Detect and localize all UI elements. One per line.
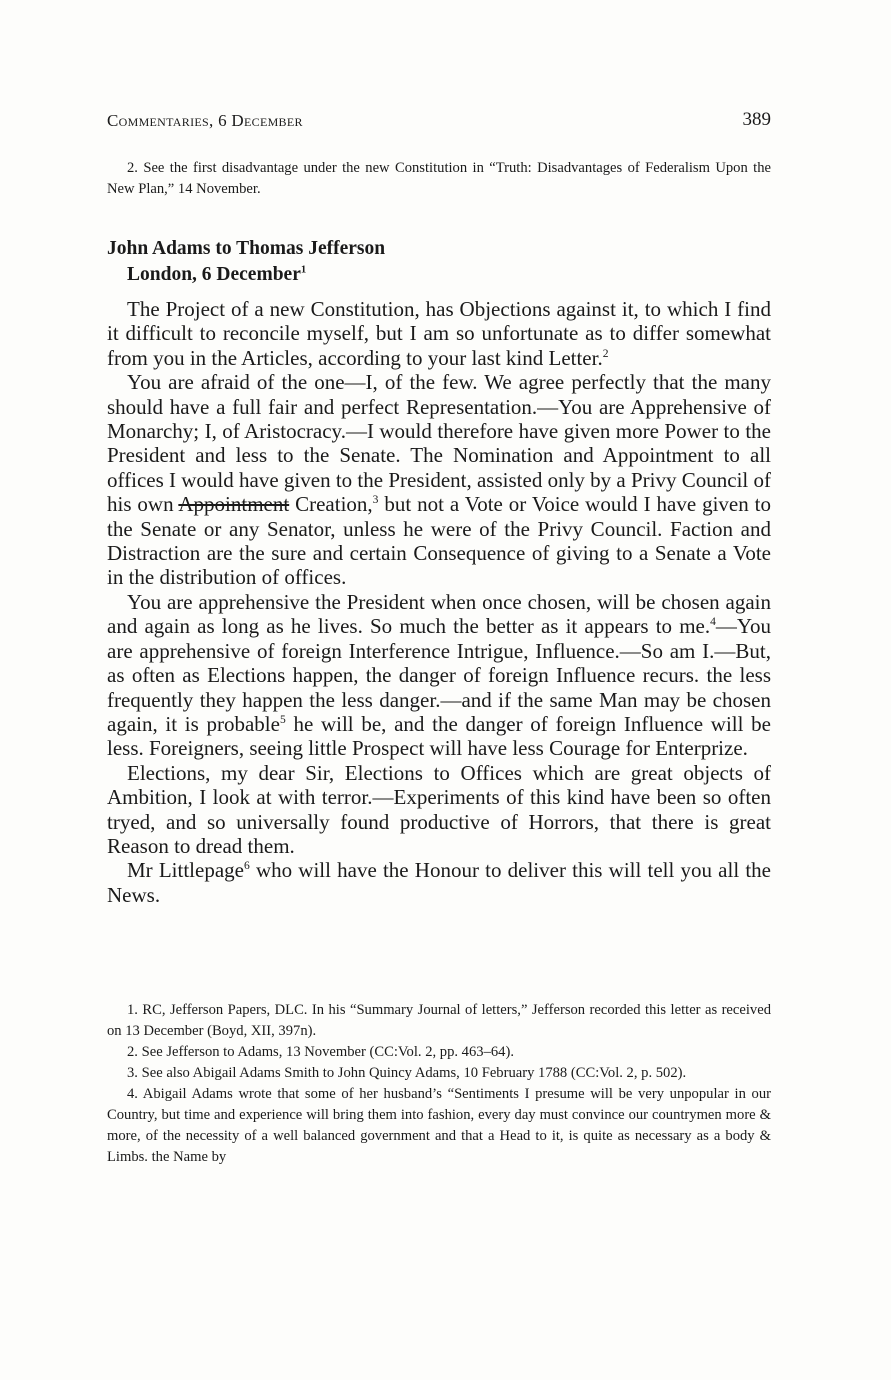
struck-word: Appointment bbox=[178, 492, 290, 517]
paragraph-text: but not a Vote or Voice would I have given to the Senate or any Senator, unless he were of the Privy Council. Faction and Distraction are the sure and certain Consequence of giving to a Senate a Vote in the distribution of offices. bbox=[107, 492, 771, 590]
note-ref: 5 bbox=[279, 713, 286, 726]
note-ref: 4 bbox=[710, 616, 716, 629]
paragraph-2 bbox=[107, 370, 771, 590]
running-title: Commentaries, 6 December bbox=[107, 111, 303, 130]
paragraph-3 bbox=[107, 590, 771, 761]
paragraph-text: Mr Littlepage bbox=[127, 858, 244, 883]
heading-place-date: London, 6 December bbox=[127, 264, 301, 285]
letter-body bbox=[107, 297, 771, 907]
note-ref: 6 bbox=[243, 860, 250, 873]
footnote-4: 4. Abigail Adams wrote that some of her husband’s “Sentiments I presume will be very unpopular in our Country, but time and experience will bring them into fashion, every day must convince our countrymen more & more, of the necessity of a well balanced government and that a Head to it, is quite as necessary as a body & Limbs. the Name by bbox=[107, 1086, 771, 1165]
page-number: 389 bbox=[742, 109, 771, 130]
paragraph-5 bbox=[107, 858, 771, 907]
footnotes bbox=[107, 1000, 771, 1168]
paragraph-text: Creation, bbox=[295, 492, 373, 517]
paragraph-text: Elections, my dear Sir, Elections to Offices which are great objects of Ambition, I look at with terror.—Experiments of this kind have been so often tryed, and so universally found productive of Horrors, that there is great Reason to dread them. bbox=[107, 760, 771, 858]
footnote-2: 2. See Jefferson to Adams, 13 November (CC:Vol. 2, pp. 463–64). bbox=[127, 1044, 514, 1060]
paragraph-text: he will be, and the danger of foreign Influence will be less. Foreigners, seeing little Prospect will have less Courage for Enterprize. bbox=[107, 711, 771, 761]
footnote-3: 3. See also Abigail Adams Smith to John Quincy Adams, 10 February 1788 (CC:Vol. 2, p. 502). bbox=[127, 1065, 687, 1081]
heading-note-ref: 1 bbox=[300, 263, 307, 276]
heading-title: John Adams to Thomas Jefferson bbox=[107, 238, 386, 259]
note-ref: 2 bbox=[602, 347, 609, 360]
running-head bbox=[107, 111, 771, 135]
paragraph-text: You are afraid of the one—I, of the few. We agree perfectly that the many should have a full fair and perfect Representation.—You are Apprehensive of Monarchy; I, of Aristocracy.—I would therefore have given more Power to the President and less to the Senate. The Nomination and Appointment to all offices I would have given to the President, assisted only by a Privy Council of his own bbox=[107, 370, 771, 517]
paragraph-text: The Project of a new Constitution, has Objections against it, to which I find it difficult to reconcile myself, but I am so unfortunate as to differ somewhat from you in the Articles, according to your last kind Letter. bbox=[107, 297, 771, 370]
paragraph-4 bbox=[107, 761, 771, 859]
footnote-1: 1. RC, Jefferson Papers, DLC. In his “Summary Journal of letters,” Jefferson recorded this letter as received on 13 December (Boyd, XII, 397n). bbox=[107, 1002, 771, 1039]
paragraph-text: —You are apprehensive of foreign Interference Intrigue, Influence.—So am I.—But, as often as Elections happen, the danger of foreign Influence recurs. the less frequently they happen the less danger.—and if the same Man may be chosen again, it is probable bbox=[107, 614, 771, 736]
paragraph-text: You are apprehensive the President when once chosen, will be chosen again and again as long as he lives. So much the better as it appears to me. bbox=[107, 589, 771, 639]
document-heading bbox=[107, 236, 385, 288]
paragraph-text: who will have the Honour to deliver this will tell you all the News. bbox=[107, 858, 772, 907]
paragraph-1 bbox=[107, 297, 771, 370]
heading-dateline bbox=[107, 262, 385, 288]
previous-footnote: 2. See the first disadvantage under the new Constitution in “Truth: Disadvantages of Federalism Upon the New Plan,” 14 November. bbox=[107, 160, 771, 197]
note-ref: 3 bbox=[372, 494, 379, 507]
